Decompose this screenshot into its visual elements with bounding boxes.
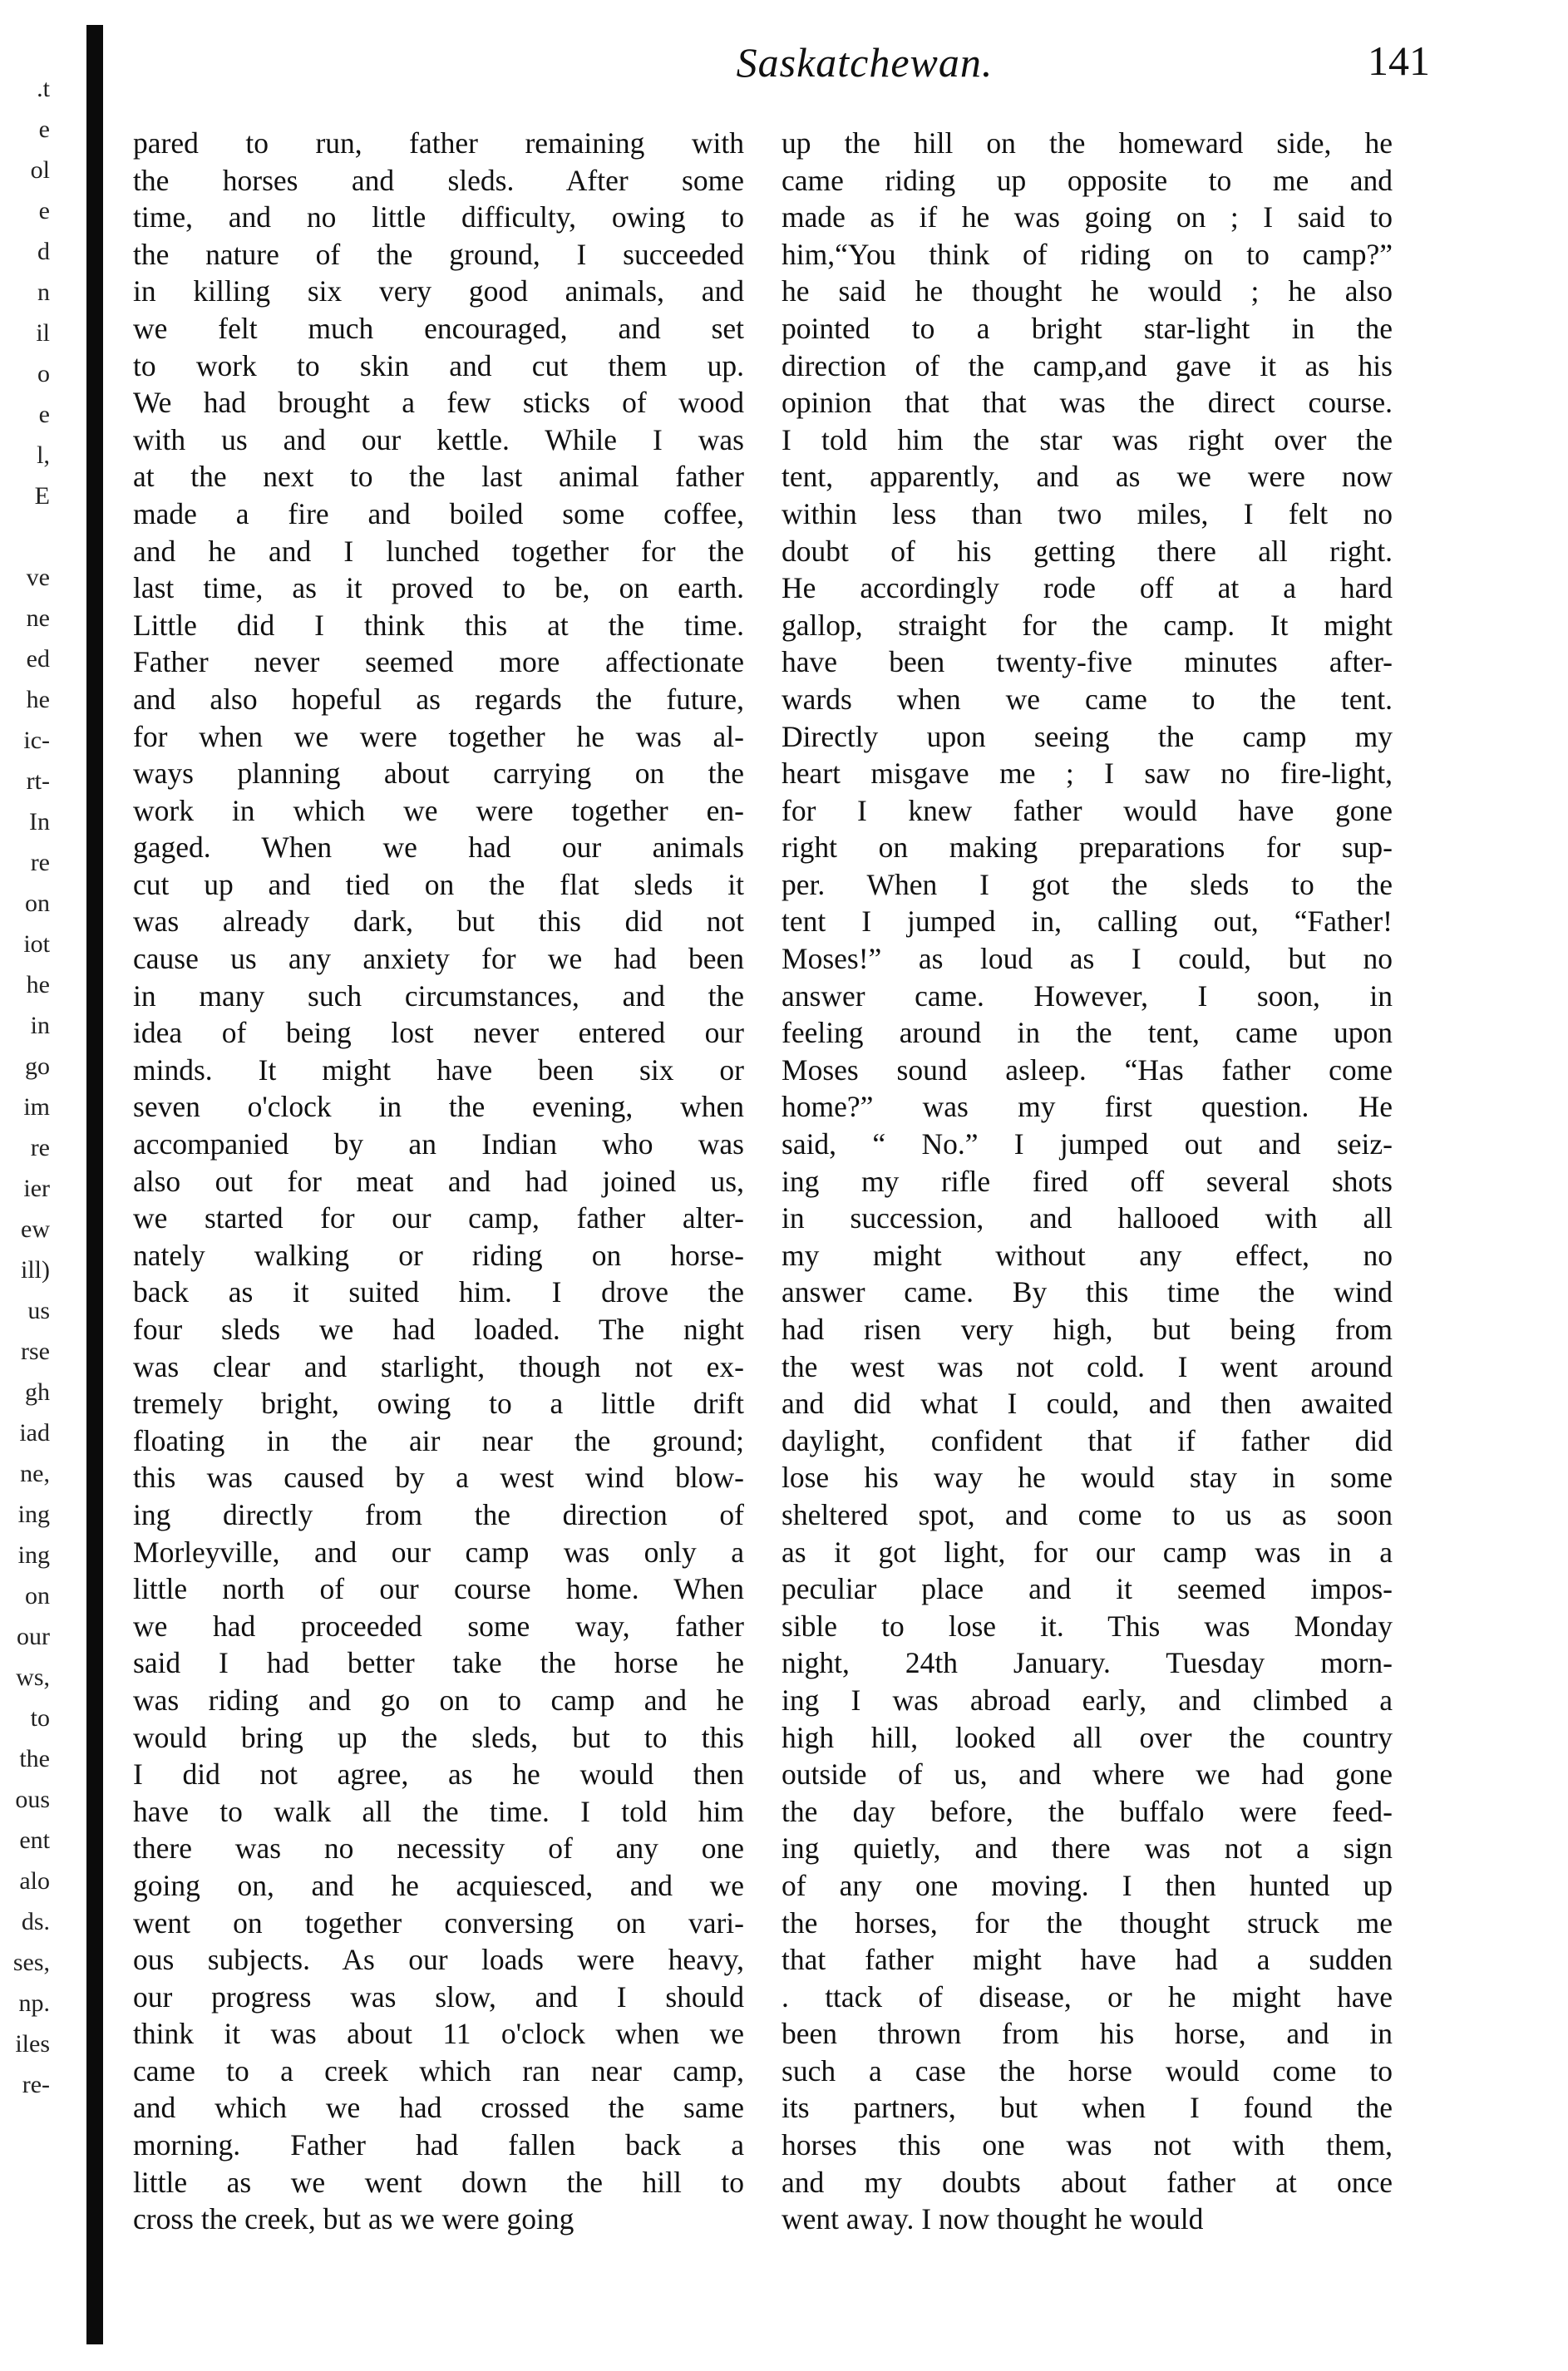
text-line: was clear and starlight, though not ex- — [133, 1349, 744, 1383]
gutter-fragment: ill) — [21, 1256, 50, 1284]
text-line: said, “ No.” I jumped out and seiz- — [782, 1127, 1393, 1161]
gutter-fragment: alo — [19, 1867, 50, 1895]
text-line: daylight, confident that if father did — [782, 1423, 1393, 1457]
gutter-fragment: he — [26, 971, 50, 998]
text-line: nately walking or riding on horse- — [133, 1238, 744, 1272]
text-line: Morleyville, and our camp was only a — [133, 1535, 744, 1569]
text-line: made a fire and boiled some coffee, — [133, 496, 744, 530]
text-line: for when we were together he was al- — [133, 719, 744, 753]
gutter-fragment: im — [23, 1093, 50, 1121]
text-line: at the next to the last animal father — [133, 460, 744, 494]
text-line: heart misgave me ; I saw no fire-light, — [782, 757, 1393, 791]
text-line: work in which we were together en- — [133, 793, 744, 827]
text-line: for I knew father would have gone — [782, 793, 1393, 827]
gutter-fragment: e — [38, 197, 50, 224]
gutter-fragment: d — [37, 238, 50, 265]
text-line: the day before, the buffalo were feed- — [782, 1794, 1393, 1828]
text-line: feeling around in the tent, came upon — [782, 1016, 1393, 1050]
text-line: I told him the star was right over the — [782, 422, 1393, 456]
text-line: sheltered spot, and come to us as soon — [782, 1497, 1393, 1531]
text-line: the horses and sleds. After some — [133, 163, 744, 197]
text-line: came riding up opposite to me and — [782, 163, 1393, 197]
text-line: such a case the horse would come to — [782, 2053, 1393, 2088]
text-line: four sleds we had loaded. The night — [133, 1313, 744, 1346]
text-line: Moses sound asleep. “Has father come — [782, 1052, 1393, 1087]
gutter-fragment: ing — [17, 1501, 50, 1528]
text-line: ous subjects. As our loads were heavy, — [133, 1943, 744, 1977]
text-line: and which we had crossed the same — [133, 2091, 744, 2125]
gutter-fragment: ds. — [21, 1908, 50, 1935]
right-text-column — [782, 125, 1393, 2238]
text-line: peculiar place and it seemed impos- — [782, 1572, 1393, 1606]
text-line: been thrown from his horse, and in — [782, 2017, 1393, 2051]
text-line: sible to lose it. This was Monday — [782, 1609, 1393, 1643]
text-line: our progress was slow, and I should — [133, 1979, 744, 2014]
gutter-fragment: re — [30, 849, 50, 876]
gutter-fragment: iot — [23, 930, 50, 958]
text-line: we felt much encouraged, and set — [133, 311, 744, 345]
text-line: was riding and go on to camp and he — [133, 1683, 744, 1717]
gutter-fragment: re- — [22, 2071, 50, 2098]
gutter-fragment: iad — [19, 1419, 50, 1447]
gutter-fragment: ve — [26, 564, 50, 591]
text-line: I did not agree, as he would then — [133, 1757, 744, 1792]
text-line: was already dark, but this did not — [133, 905, 744, 939]
gutter-fragment: E — [34, 482, 50, 510]
text-line: would bring up the sleds, but to this — [133, 1720, 744, 1754]
binding-shadow — [86, 25, 103, 2344]
gutter-fragment: ws, — [16, 1664, 50, 1691]
text-line: Moses!” as loud as I could, but no — [782, 942, 1393, 976]
left-text-column — [133, 125, 744, 2238]
text-line: right on making preparations for sup- — [782, 831, 1393, 865]
gutter-fragment: in — [30, 1012, 50, 1039]
text-line: made as if he was going on ; I said to — [782, 200, 1393, 234]
text-line: answer came. However, I soon, in — [782, 978, 1393, 1013]
text-line: direction of the camp,and gave it as his — [782, 348, 1393, 382]
text-line: ing quietly, and there was not a sign — [782, 1831, 1393, 1866]
text-line: per. When I got the sleds to the — [782, 867, 1393, 901]
gutter-fragment: ed — [26, 645, 50, 673]
text-line: went on together conversing on vari- — [133, 1905, 744, 1940]
text-line: in killing six very good animals, and — [133, 274, 744, 308]
text-line: tent, apparently, and as we were now — [782, 460, 1393, 494]
gutter-fragment: ier — [23, 1175, 50, 1202]
text-line: tent I jumped in, calling out, “Father! — [782, 905, 1393, 939]
text-line: the west was not cold. I went around — [782, 1349, 1393, 1383]
gutter-fragment: us — [27, 1297, 50, 1324]
text-line: to work to skin and cut them up. — [133, 348, 744, 382]
text-line: opinion that that was the direct course. — [782, 386, 1393, 420]
text-line: We had brought a few sticks of wood — [133, 386, 744, 420]
text-line: in many such circumstances, and the — [133, 978, 744, 1013]
page-number: 141 — [1368, 37, 1430, 84]
text-line: my might without any effect, no — [782, 1238, 1393, 1272]
text-line: high hill, looked all over the country — [782, 1720, 1393, 1754]
text-line: home?” was my first question. He — [782, 1090, 1393, 1124]
text-line: as it got light, for our camp was in a — [782, 1535, 1393, 1569]
text-line: going on, and he acquiesced, and we — [133, 1868, 744, 1902]
text-line: gallop, straight for the camp. It might — [782, 608, 1393, 642]
text-line: and also hopeful as regards the future, — [133, 682, 744, 716]
gutter-fragment: ol — [30, 156, 50, 184]
text-line: cross the creek, but as we were going — [133, 2202, 574, 2236]
gutter-fragment: ne, — [20, 1460, 50, 1487]
gutter-fragment: ew — [21, 1215, 50, 1243]
text-line: came to a creek which ran near camp, — [133, 2053, 744, 2088]
text-line: said I had better take the horse he — [133, 1646, 744, 1680]
text-line: doubt of his getting there all right. — [782, 534, 1393, 568]
text-line: had risen very high, but being from — [782, 1313, 1393, 1346]
gutter-fragment: In — [29, 808, 50, 836]
text-line: . ttack of disease, or he might have — [782, 1979, 1393, 2014]
gutter-fragment: ne — [26, 604, 50, 632]
text-line: also out for meat and had joined us, — [133, 1164, 744, 1198]
text-line: and my doubts about father at once — [782, 2165, 1393, 2199]
text-line: pared to run, father remaining with — [133, 126, 744, 160]
gutter-fragment: iles — [15, 2030, 50, 2058]
facing-page-gutter-fragments — [3, 68, 50, 2105]
gutter-fragment: our — [17, 1623, 50, 1650]
text-line: lose his way he would stay in some — [782, 1461, 1393, 1495]
gutter-fragment: .t — [37, 75, 50, 102]
text-line: back as it suited him. I drove the — [133, 1275, 744, 1309]
gutter-fragment: ent — [19, 1826, 50, 1854]
gutter-fragment: go — [25, 1052, 50, 1080]
gutter-fragment: to — [30, 1704, 50, 1732]
text-line: of any one moving. I then hunted up — [782, 1868, 1393, 1902]
gutter-fragment: ic- — [23, 727, 50, 754]
gutter-fragment — [3, 516, 50, 557]
text-line: went away. I now thought he would — [782, 2202, 1204, 2236]
text-line: think it was about 11 o'clock when we — [133, 2017, 744, 2051]
gutter-fragment: he — [26, 686, 50, 713]
gutter-fragment: the — [19, 1745, 50, 1772]
text-line: its partners, but when I found the — [782, 2091, 1393, 2125]
text-line: the nature of the ground, I succeeded — [133, 237, 744, 271]
text-line: morning. Father had fallen back a — [133, 2128, 744, 2162]
text-line: wards when we came to the tent. — [782, 682, 1393, 716]
text-line: tremely bright, owing to a little drift — [133, 1387, 744, 1421]
text-line: Little did I think this at the time. — [133, 608, 744, 642]
gutter-fragment: np. — [18, 1989, 50, 2017]
text-line: time, and no little difficulty, owing to — [133, 200, 744, 234]
running-head — [133, 25, 1430, 91]
text-line: accompanied by an Indian who was — [133, 1127, 744, 1161]
text-line: we started for our camp, father alter- — [133, 1201, 744, 1235]
text-line: that father might have had a sudden — [782, 1943, 1393, 1977]
gutter-fragment: rse — [21, 1338, 50, 1365]
text-line: with us and our kettle. While I was — [133, 422, 744, 456]
text-line: night, 24th January. Tuesday morn- — [782, 1646, 1393, 1680]
text-line: and he and I lunched together for the — [133, 534, 744, 568]
text-line: ing I was abroad early, and climbed a — [782, 1683, 1393, 1717]
gutter-fragment: rt- — [26, 767, 50, 795]
text-line: outside of us, and where we had gone — [782, 1757, 1393, 1792]
gutter-fragment: n — [37, 279, 50, 306]
text-line: in succession, and hallooed with all — [782, 1201, 1393, 1235]
text-line: seven o'clock in the evening, when — [133, 1090, 744, 1124]
text-line: the horses, for the thought struck me — [782, 1905, 1393, 1940]
text-line: have been twenty-five minutes after- — [782, 645, 1393, 679]
gutter-fragment: on — [25, 890, 50, 917]
text-line: him,“You think of riding on to camp?” — [782, 237, 1393, 271]
gutter-fragment: e — [38, 401, 50, 428]
gutter-fragment: re — [30, 1134, 50, 1161]
text-line: up the hill on the homeward side, he — [782, 126, 1393, 160]
text-line: Father never seemed more affectionate — [133, 645, 744, 679]
text-line: he said he thought he would ; he also — [782, 274, 1393, 308]
gutter-fragment: o — [37, 360, 50, 387]
text-line: minds. It might have been six or — [133, 1052, 744, 1087]
gutter-fragment: e — [38, 116, 50, 143]
text-line: little north of our course home. When — [133, 1572, 744, 1606]
gutter-fragment: on — [25, 1582, 50, 1609]
text-line: little as we went down the hill to — [133, 2165, 744, 2199]
text-line: cut up and tied on the flat sleds it — [133, 867, 744, 901]
text-line: pointed to a bright star-light in the — [782, 311, 1393, 345]
text-line: ing directly from the direction of — [133, 1497, 744, 1531]
text-line: and did what I could, and then awaited — [782, 1387, 1393, 1421]
text-line: there was no necessity of any one — [133, 1831, 744, 1866]
text-line: we had proceeded some way, father — [133, 1609, 744, 1643]
text-line: ing my rifle fired off several shots — [782, 1164, 1393, 1198]
text-line: answer came. By this time the wind — [782, 1275, 1393, 1309]
text-line: within less than two miles, I felt no — [782, 496, 1393, 530]
gutter-fragment: il — [36, 319, 50, 347]
text-line: He accordingly rode off at a hard — [782, 571, 1393, 605]
gutter-fragment: ses, — [12, 1949, 50, 1976]
gutter-fragment: l, — [37, 441, 50, 469]
gutter-fragment: gh — [25, 1378, 50, 1406]
running-head-title: Saskatchewan. — [736, 39, 994, 86]
gutter-fragment: ous — [15, 1786, 50, 1813]
text-line: gaged. When we had our animals — [133, 831, 744, 865]
text-line: cause us any anxiety for we had been — [133, 942, 744, 976]
text-line: have to walk all the time. I told him — [133, 1794, 744, 1828]
text-line: Directly upon seeing the camp my — [782, 719, 1393, 753]
text-line: last time, as it proved to be, on earth. — [133, 571, 744, 605]
text-line: floating in the air near the ground; — [133, 1423, 744, 1457]
text-line: ways planning about carrying on the — [133, 757, 744, 791]
text-line: idea of being lost never entered our — [133, 1016, 744, 1050]
text-line: this was caused by a west wind blow- — [133, 1461, 744, 1495]
text-line: horses this one was not with them, — [782, 2128, 1393, 2162]
gutter-fragment: ing — [17, 1541, 50, 1569]
